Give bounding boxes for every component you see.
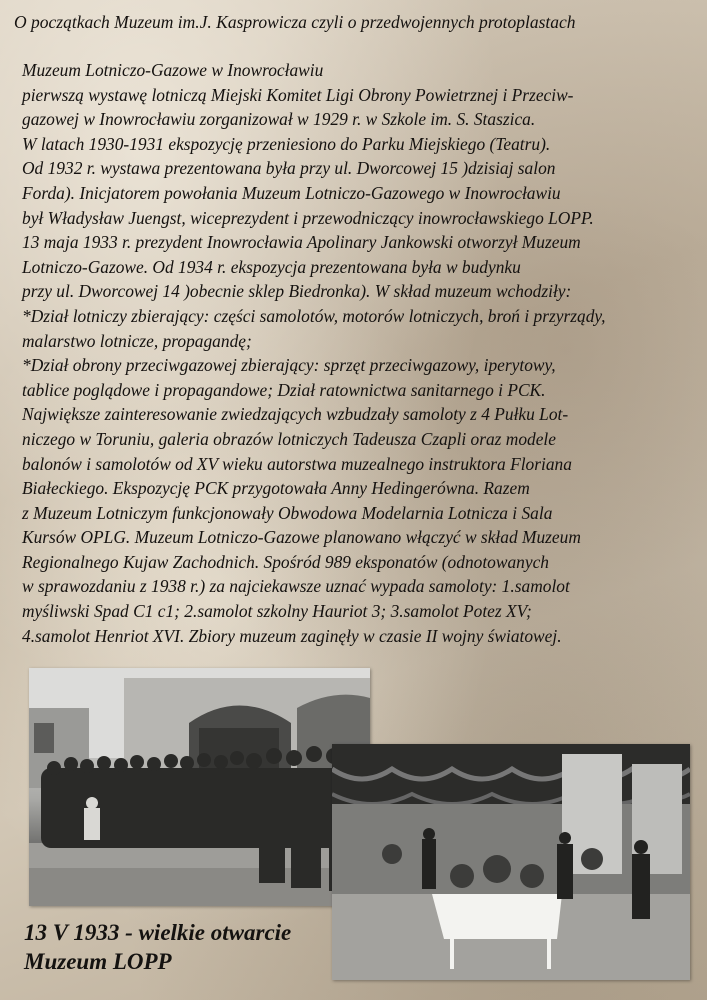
article-line: gazowej w Inowrocławiu zorganizował w 1929 r. w Szkole im. S. Staszica.: [22, 109, 536, 130]
article-line: *Dział obrony przeciwgazowej zbierający: sprzęt przeciwgazowy, iperytowy,: [22, 355, 556, 376]
article-line: pierwszą wystawę lotniczą Miejski Komitet Ligi Obrony Powietrznej i Przeciw-: [22, 84, 574, 105]
article-line: Forda). Inicjatorem powołania Muzeum Lotniczo-Gazowego w Inowrocławiu: [22, 182, 561, 203]
article-line: *Dział lotniczy zbierający: części samolotów, motorów lotniczych, broń i przyrządy,: [22, 305, 606, 326]
article-line: malarstwo lotnicze, propagandę;: [22, 330, 252, 351]
photo-caption: [24, 918, 324, 976]
article-line: niczego w Toruniu, galeria obrazów lotniczych Tadeusza Czapli oraz modele: [22, 428, 556, 449]
article-line: 13 maja 1933 r. prezydent Inowrocławia Apolinary Jankowski otworzył Muzeum: [22, 232, 581, 253]
article-line: 4.samolot Henriot XVI. Zbiory muzeum zaginęły w czasie II wojny światowej.: [22, 625, 562, 646]
article-line: myśliwski Spad C1 c1; 2.samolot szkolny Hauriot 3; 3.samolot Potez XV;: [22, 601, 532, 622]
page-header: O początkach Muzeum im.J. Kasprowicza czyli o przedwojennych protoplastach: [14, 12, 576, 32]
article-line: tablice poglądowe i propagandowe; Dział ratownictwa sanitarnego i PCK.: [22, 379, 546, 400]
exhibition-hall-photo: [332, 744, 690, 980]
article-line: Białeckiego. Ekspozycję PCK przygotowała Anny Hedingerówna. Razem: [22, 478, 530, 499]
article-line: Od 1932 r. wystawa prezentowana była przy ul. Dworcowej 15 )dzisiaj salon: [22, 158, 556, 179]
article-line: z Muzeum Lotniczym funkcjonowały Obwodowa Modelarnia Lotnicza i Sala: [22, 502, 553, 523]
article-line: Największe zainteresowanie zwiedzających wzbudzały samoloty z 4 Pułku Lot-: [22, 404, 569, 425]
article-text: [22, 58, 706, 648]
caption-line: Muzeum LOPP: [24, 949, 172, 974]
caption-line: 13 V 1933 - wielkie otwarcie: [24, 920, 292, 945]
article-line: Kursów OPLG. Muzeum Lotniczo-Gazowe planowano włączyć w skład Muzeum: [22, 527, 581, 548]
article-line: balonów i samolotów od XV wieku autorstwa muzealnego instruktora Floriana: [22, 453, 572, 474]
article-line: W latach 1930-1931 ekspozycję przeniesiono do Parku Miejskiego (Teatru).: [22, 133, 551, 154]
article-line: był Władysław Juengst, wiceprezydent i przewodniczący inowrocławskiego LOPP.: [22, 207, 594, 228]
article-line: w sprawozdaniu z 1938 r.) za najciekawsze uznać wypada samoloty: 1.samolot: [22, 576, 570, 597]
article-line: Regionalnego Kujaw Zachodnich. Spośród 989 eksponatów (odnotowanych: [22, 551, 549, 572]
article-line: przy ul. Dworcowej 14 )obecnie sklep Biedronka). W skład muzeum wchodziły:: [22, 281, 572, 302]
opening-crowd-photo: [29, 668, 370, 906]
article-line: Muzeum Lotniczo-Gazowe w Inowrocławiu: [22, 60, 324, 80]
article-line: Lotniczo-Gazowe. Od 1934 r. ekspozycja prezentowana była w budynku: [22, 256, 521, 277]
